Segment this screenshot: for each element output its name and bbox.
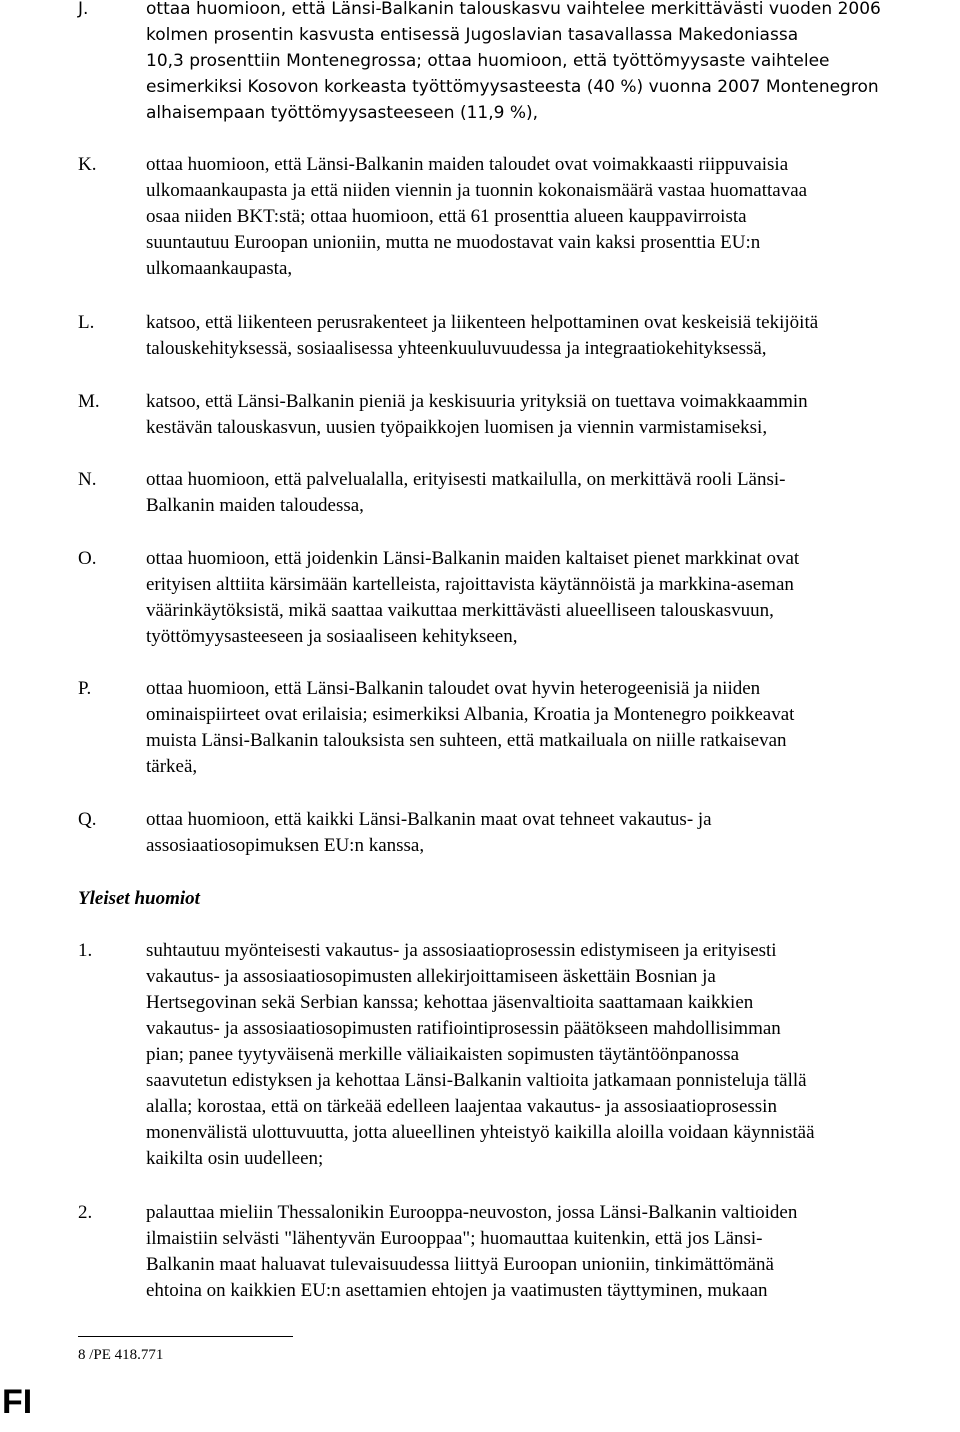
item-text bbox=[146, 938, 946, 1172]
text-line: katsoo, että liikenteen perusrakenteet ja liikenteen helpottaminen ovat keskeisiä tekijöitä bbox=[146, 312, 819, 333]
text-line: vakautus- ja assosiaatiosopimusten ratifiointiprosessin päätökseen mahdollisimman bbox=[146, 1018, 781, 1039]
text-line: kaikilta osin uudelleen; bbox=[146, 1148, 324, 1169]
text-line: ehtoina on kaikkien EU:n asettamien ehtojen ja vaatimusten täyttyminen, mukaan bbox=[146, 1280, 768, 1301]
text-line: ottaa huomioon, että Länsi-Balkanin talouskasvu vaihtelee merkittävästi vuoden 2006 bbox=[146, 0, 881, 19]
text-line: ilmaistiin selvästi "lähentyvän Eurooppaa"; huomauttaa kuitenkin, että jos Länsi- bbox=[146, 1228, 763, 1249]
text-line: ominaispiirteet ovat erilaisia; esimerkiksi Albania, Kroatia ja Montenegro poikkeavat bbox=[146, 704, 795, 725]
language-code: FI bbox=[2, 1383, 33, 1421]
text-line: osaa niiden BKT:stä; ottaa huomioon, että 61 prosenttia alueen kauppavirroista bbox=[146, 206, 747, 227]
paragraph-label: N. bbox=[78, 469, 97, 490]
text-line: ottaa huomioon, että kaikki Länsi-Balkanin maat ovat tehneet vakautus- ja bbox=[146, 809, 712, 830]
paragraph-text bbox=[146, 389, 946, 441]
text-line: kolmen prosentin kasvusta entisessä Jugoslavian tasavallassa Makedoniassa bbox=[146, 25, 799, 45]
item-number: 2. bbox=[78, 1202, 93, 1223]
text-line: väärinkäytöksistä, mikä saattaa vaikuttaa merkittävästi alueelliseen talouskasvuun, bbox=[146, 600, 774, 621]
page-reference: 8 /PE 418.771 bbox=[78, 1347, 164, 1363]
paragraph-text bbox=[146, 0, 946, 126]
text-line: ottaa huomioon, että Länsi-Balkanin maiden taloudet ovat voimakkaasti riippuvaisia bbox=[146, 154, 789, 175]
text-line: esimerkiksi Kosovon korkeasta työttömyysasteesta (40 %) vuonna 2007 Montenegron bbox=[146, 77, 879, 97]
text-line: suhtautuu myönteisesti vakautus- ja assosiaatioprosessin edistymiseen ja erityisesti bbox=[146, 940, 777, 961]
footer-divider bbox=[78, 1336, 293, 1337]
item-number: 1. bbox=[78, 940, 93, 961]
text-line: ottaa huomioon, että palvelualalla, erityisesti matkailulla, on merkittävä rooli Länsi- bbox=[146, 469, 786, 490]
text-line: tärkeä, bbox=[146, 756, 198, 777]
text-line: ulkomaankaupasta ja että niiden viennin ja tuonnin kokonaismäärä vastaa huomattavaa bbox=[146, 180, 808, 201]
text-line: ottaa huomioon, että Länsi-Balkanin taloudet ovat hyvin heterogeenisiä ja niiden bbox=[146, 678, 761, 699]
text-line: vakautus- ja assosiaatiosopimusten allekirjoittamiseen äskettäin Bosnian ja bbox=[146, 966, 716, 987]
paragraph-text bbox=[146, 546, 946, 650]
text-line: ulkomaankaupasta, bbox=[146, 258, 293, 279]
text-line: pian; panee tyytyväisenä merkille väliaikaisten sopimusten täytäntöönpanossa bbox=[146, 1044, 740, 1065]
paragraph-label: K. bbox=[78, 154, 97, 175]
text-line: palauttaa mieliin Thessalonikin Eurooppa-neuvoston, jossa Länsi-Balkanin valtioiden bbox=[146, 1202, 798, 1223]
text-line: talouskehityksessä, sosiaalisessa yhteenkuuluvuudessa ja integraatiokehityksessä, bbox=[146, 338, 767, 359]
text-line: erityisen alttiita kärsimään kartelleista, rajoittavista käytännöistä ja markkina-aseman bbox=[146, 574, 794, 595]
text-line: monenvälistä ulottuvuutta, jotta alueellinen yhteistyö kaikilla aloilla voidaan käynnistää bbox=[146, 1122, 815, 1143]
text-line: alalla; korostaa, että on tärkeää edelleen laajentaa vakautus- ja assosiaatioprosessin bbox=[146, 1096, 777, 1117]
text-line: suuntautuu Euroopan unioniin, mutta ne muodostavat vain kaksi prosenttia EU:n bbox=[146, 232, 761, 253]
paragraph-text bbox=[146, 310, 946, 362]
paragraph-label: O. bbox=[78, 548, 97, 569]
text-line: saavutetun edistyksen ja kehottaa Länsi-Balkanin valtioita jatkamaan ponnisteluja tällä bbox=[146, 1070, 807, 1091]
text-line: katsoo, että Länsi-Balkanin pieniä ja keskisuuria yrityksiä on tuettava voimakkaammin bbox=[146, 391, 808, 412]
text-line: Balkanin maiden taloudessa, bbox=[146, 495, 364, 516]
text-line: ottaa huomioon, että joidenkin Länsi-Balkanin maiden kaltaiset pienet markkinat ovat bbox=[146, 548, 800, 569]
item-text bbox=[146, 1200, 946, 1304]
text-line: 10,3 prosenttiin Montenegrossa; ottaa huomioon, että työttömyysaste vaihtelee bbox=[146, 51, 830, 71]
paragraph-text bbox=[146, 807, 946, 859]
paragraph-label: M. bbox=[78, 391, 100, 412]
paragraph-label: P. bbox=[78, 678, 92, 699]
paragraph-label: J. bbox=[78, 0, 89, 19]
text-line: työttömyysasteeseen ja sosiaaliseen kehitykseen, bbox=[146, 626, 518, 647]
paragraph-text bbox=[146, 467, 946, 519]
text-line: kestävän talouskasvun, uusien työpaikkojen luomisen ja viennin varmistamiseksi, bbox=[146, 417, 768, 438]
text-line: muista Länsi-Balkanin talouksista sen suhteen, että matkailuala on niille ratkaisevan bbox=[146, 730, 787, 751]
text-line: Hertsegovinan sekä Serbian kanssa; kehottaa jäsenvaltioita saattamaan kaikkien bbox=[146, 992, 754, 1013]
paragraph-label: L. bbox=[78, 312, 95, 333]
paragraph-text bbox=[146, 152, 946, 282]
paragraph-text bbox=[146, 676, 946, 780]
text-line: Balkanin maat haluavat tulevaisuudessa liittyä Euroopan unioniin, tinkimättömänä bbox=[146, 1254, 774, 1275]
text-line: assosiaatiosopimuksen EU:n kanssa, bbox=[146, 835, 425, 856]
paragraph-label: Q. bbox=[78, 809, 97, 830]
section-heading: Yleiset huomiot bbox=[78, 888, 200, 909]
text-line: alhaisempaan työttömyysasteeseen (11,9 %), bbox=[146, 103, 539, 123]
